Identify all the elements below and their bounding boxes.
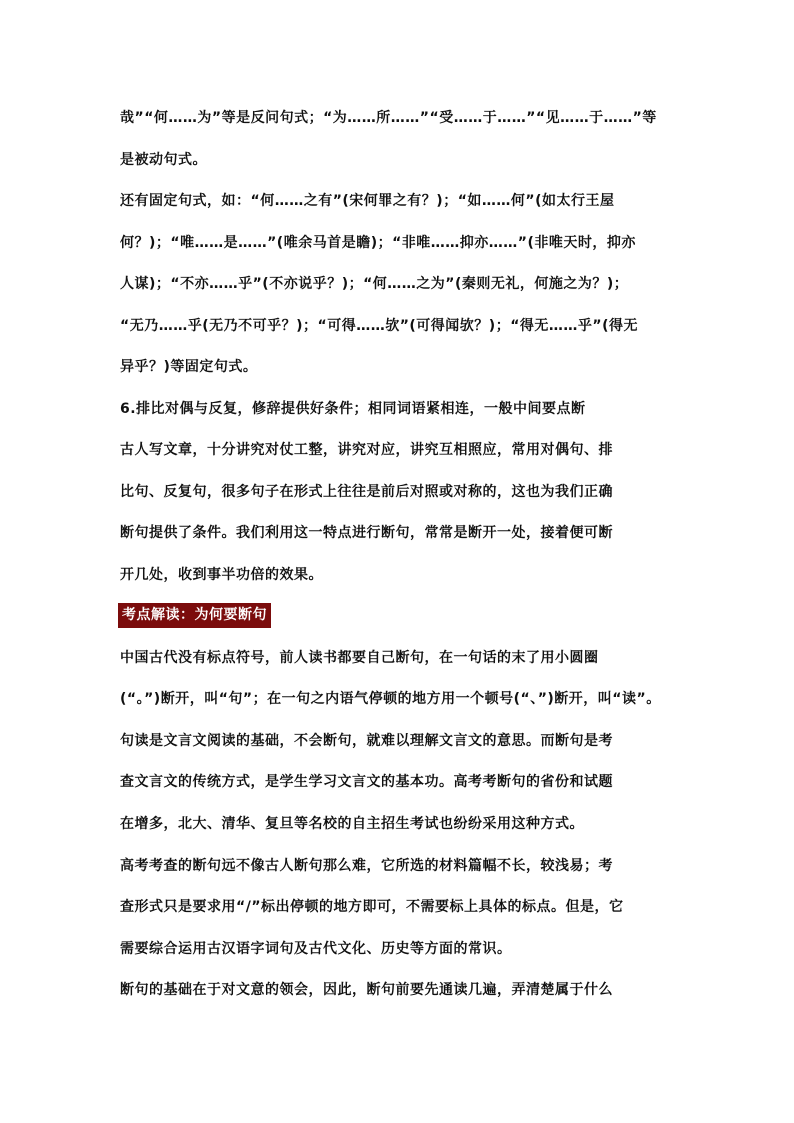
- text-line: 还有固定句式，如：“何……之有”(宋何罪之有？)；“如……何”(如太行王屋: [120, 193, 615, 209]
- text-line: 异乎？)等固定句式。: [120, 359, 258, 375]
- text-line: 是被动句式。: [120, 152, 207, 168]
- text-line: 古人写文章，十分讲究对仗工整，讲究对应，讲究互相照应，常用对偶句、排: [120, 442, 613, 458]
- text-line: 查文言文的传统方式，是学生学习文言文的基本功。高考考断句的省份和试题: [120, 774, 613, 790]
- text-line: 断句提供了条件。我们利用这一特点进行断句，常常是断开一处，接着便可断: [120, 525, 613, 541]
- text-line: (“。”)断开，叫“句”；在一句之内语气停顿的地方用一个顿号(“、”)断开，叫“读”。: [120, 691, 661, 707]
- text-line: 何？)；“唯……是……”(唯余马首是瞻)；“非唯……抑亦……”(非唯天时，抑亦: [120, 235, 636, 251]
- text-line: 在增多，北大、清华、复旦等名校的自主招生考试也纷纷采用这种方式。: [120, 816, 584, 832]
- text-line: 人谋)；“不亦……乎”(不亦说乎？)；“何……之为”(秦则无礼，何施之为？)；: [120, 276, 629, 292]
- text-line: 需要综合运用古汉语字词句及古代文化、历史等方面的常识。: [120, 941, 512, 957]
- text-line: 比句、反复句，很多句子在形式上往往是前后对照或对称的，这也为我们正确: [120, 484, 613, 500]
- text-line: 开几处，收到事半功倍的效果。: [120, 567, 323, 583]
- text-line: 中国古代没有标点符号，前人读书都要自己断句，在一句话的末了用小圆圈: [120, 650, 599, 666]
- text-line: “无乃……乎(无乃不可乎？)；“可得……欤”(可得闻欤？)；“得无……乎”(得无: [120, 318, 638, 334]
- text-line: 句读是文言文阅读的基础，不会断句，就难以理解文言文的意思。而断句是考: [120, 733, 613, 749]
- text-line: 断句的基础在于对文意的领会，因此，断句前要先通读几遍，弄清楚属于什么: [120, 982, 613, 998]
- text-line: 哉”“何……为”等是反问句式；“为……所……”“受……于……”“见……于……”等: [120, 110, 657, 126]
- text-line: 高考考查的断句远不像古人断句那么难，它所选的材料篇幅不长，较浅易；考: [120, 858, 613, 874]
- section-title-6: 6.排比对偶与反复，修辞提供好条件；相同词语紧相连，一般中间要点断: [120, 401, 586, 417]
- section-heading: 考点解读：为何要断句: [118, 603, 271, 628]
- text-line: 查形式只是要求用“/”标出停顿的地方即可，不需要标上具体的标点。但是，它: [120, 899, 624, 915]
